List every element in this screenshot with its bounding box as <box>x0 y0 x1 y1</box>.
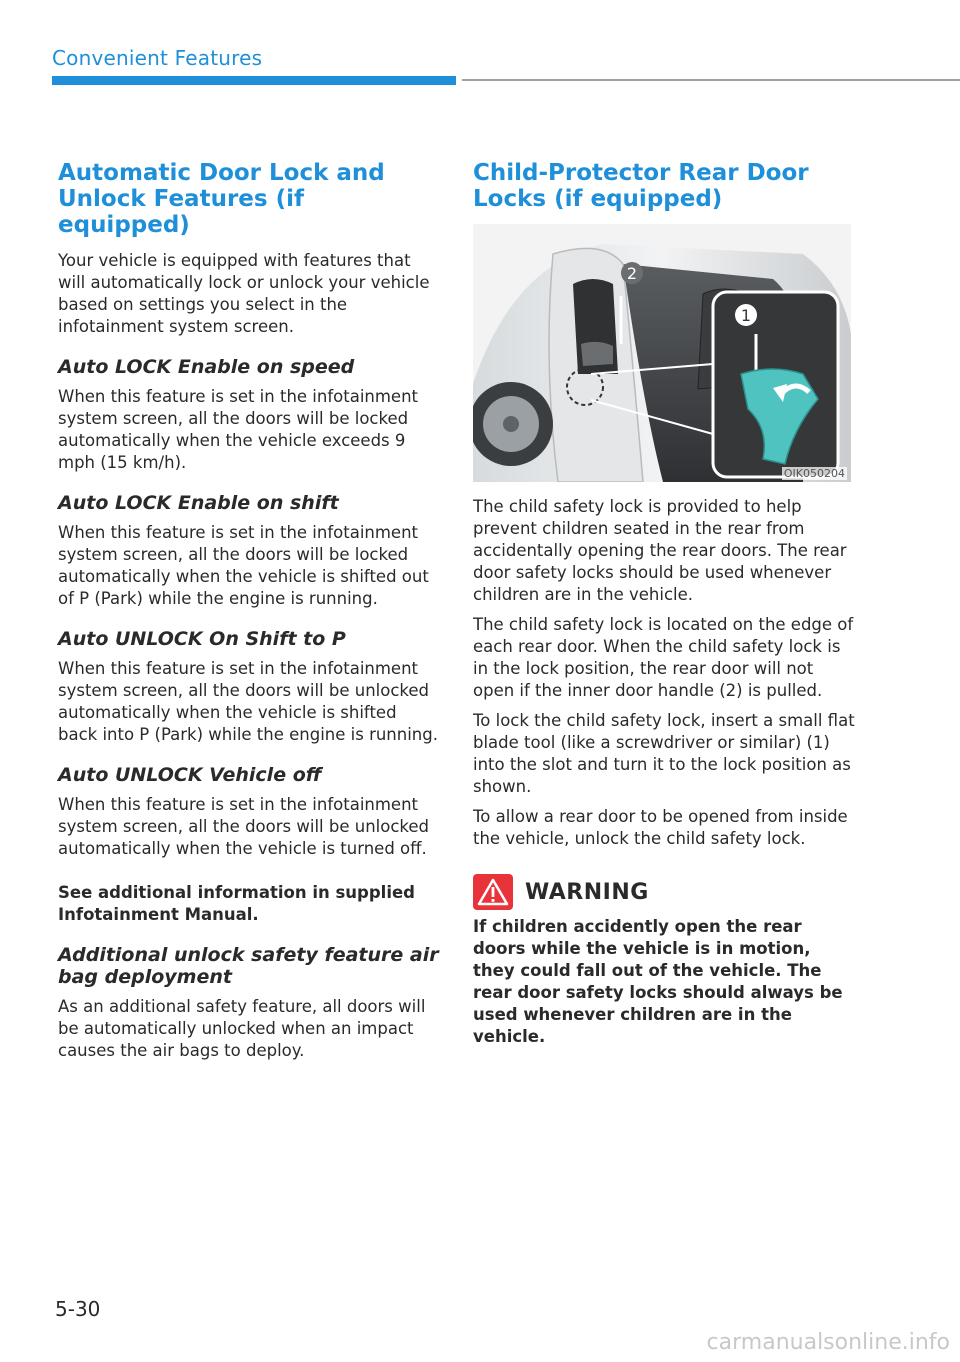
warning-header <box>473 874 855 910</box>
header-rule-thick <box>52 76 456 85</box>
warning-title: WARNING <box>525 879 649 905</box>
header-rule-thin <box>462 79 960 81</box>
child-lock-para-3: To lock the child safety lock, insert a small flat blade tool (like a screwdriver or similar) (1) into the slot and turn it to the lock position as shown. <box>473 711 855 796</box>
child-lock-para-2: The child safety lock is located on the edge of each rear door. When the child safety lock is in the lock position, the rear door will not open if the inner door handle (2) is pulled. <box>473 615 854 700</box>
warning-text: If children accidently open the rear doors while the vehicle is in motion, they could fall out of the vehicle. The rear door safety locks should always be used whenever children are in the vehicle. <box>473 917 843 1046</box>
right-column <box>473 160 855 1048</box>
page-number: 5-30 <box>55 1297 101 1321</box>
text-lock-shift: When this feature is set in the infotainment system screen, all the doors will be locked automatically when the vehicle is shifted out of P (Park) while the engine is running. <box>58 523 429 608</box>
auto-lock-intro: Your vehicle is equipped with features that will automatically lock or unlock your vehicle based on settings you select in the infotainment system screen. <box>58 251 430 336</box>
warning-icon <box>473 874 513 910</box>
child-lock-title: Child-Protector Rear Door Locks (if equipped) <box>473 160 809 212</box>
subheading-unlock-off: Auto UNLOCK Vehicle off <box>58 764 322 786</box>
subheading-airbag: Additional unlock safety feature air bag deployment <box>58 944 439 988</box>
subheading-lock-speed: Auto LOCK Enable on speed <box>58 356 355 378</box>
left-column <box>58 160 440 1070</box>
text-unlock-off: When this feature is set in the infotainment system screen, all the doors will be unlocked automatically when the vehicle is turned off. <box>58 795 429 858</box>
infotainment-note: See additional information in supplied Infotainment Manual. <box>58 883 415 924</box>
section-title: Convenient Features <box>52 46 263 70</box>
figure-label-2: 2 <box>626 264 638 283</box>
text-lock-speed: When this feature is set in the infotainment system screen, all the doors will be locked automatically when the vehicle exceeds 9 mph (15 km/h). <box>58 387 419 472</box>
figure-code: OIK050204 <box>783 467 845 480</box>
watermark: carmanualsonline.info <box>706 1330 950 1355</box>
subheading-unlock-shift-p: Auto UNLOCK On Shift to P <box>58 628 346 650</box>
child-lock-para-1: The child safety lock is provided to help prevent children seated in the rear from accidentally opening the rear doors. The rear door safety locks should be used whenever children are in the vehicle. <box>473 497 847 604</box>
car-door-illustration <box>473 224 851 482</box>
auto-lock-title: Automatic Door Lock and Unlock Features (if equipped) <box>58 160 385 238</box>
child-lock-figure <box>473 224 851 482</box>
text-unlock-shift-p: When this feature is set in the infotainment system screen, all the doors will be unlocked automatically when the vehicle is shifted back into P (Park) while the engine is running. <box>58 659 438 744</box>
child-lock-para-4: To allow a rear door to be opened from inside the vehicle, unlock the child safety lock. <box>473 807 848 848</box>
figure-label-1: 1 <box>740 306 752 325</box>
text-airbag: As an additional safety feature, all doors will be automatically unlocked when an impact causes the air bags to deploy. <box>58 997 426 1060</box>
subheading-lock-shift: Auto LOCK Enable on shift <box>58 492 339 514</box>
